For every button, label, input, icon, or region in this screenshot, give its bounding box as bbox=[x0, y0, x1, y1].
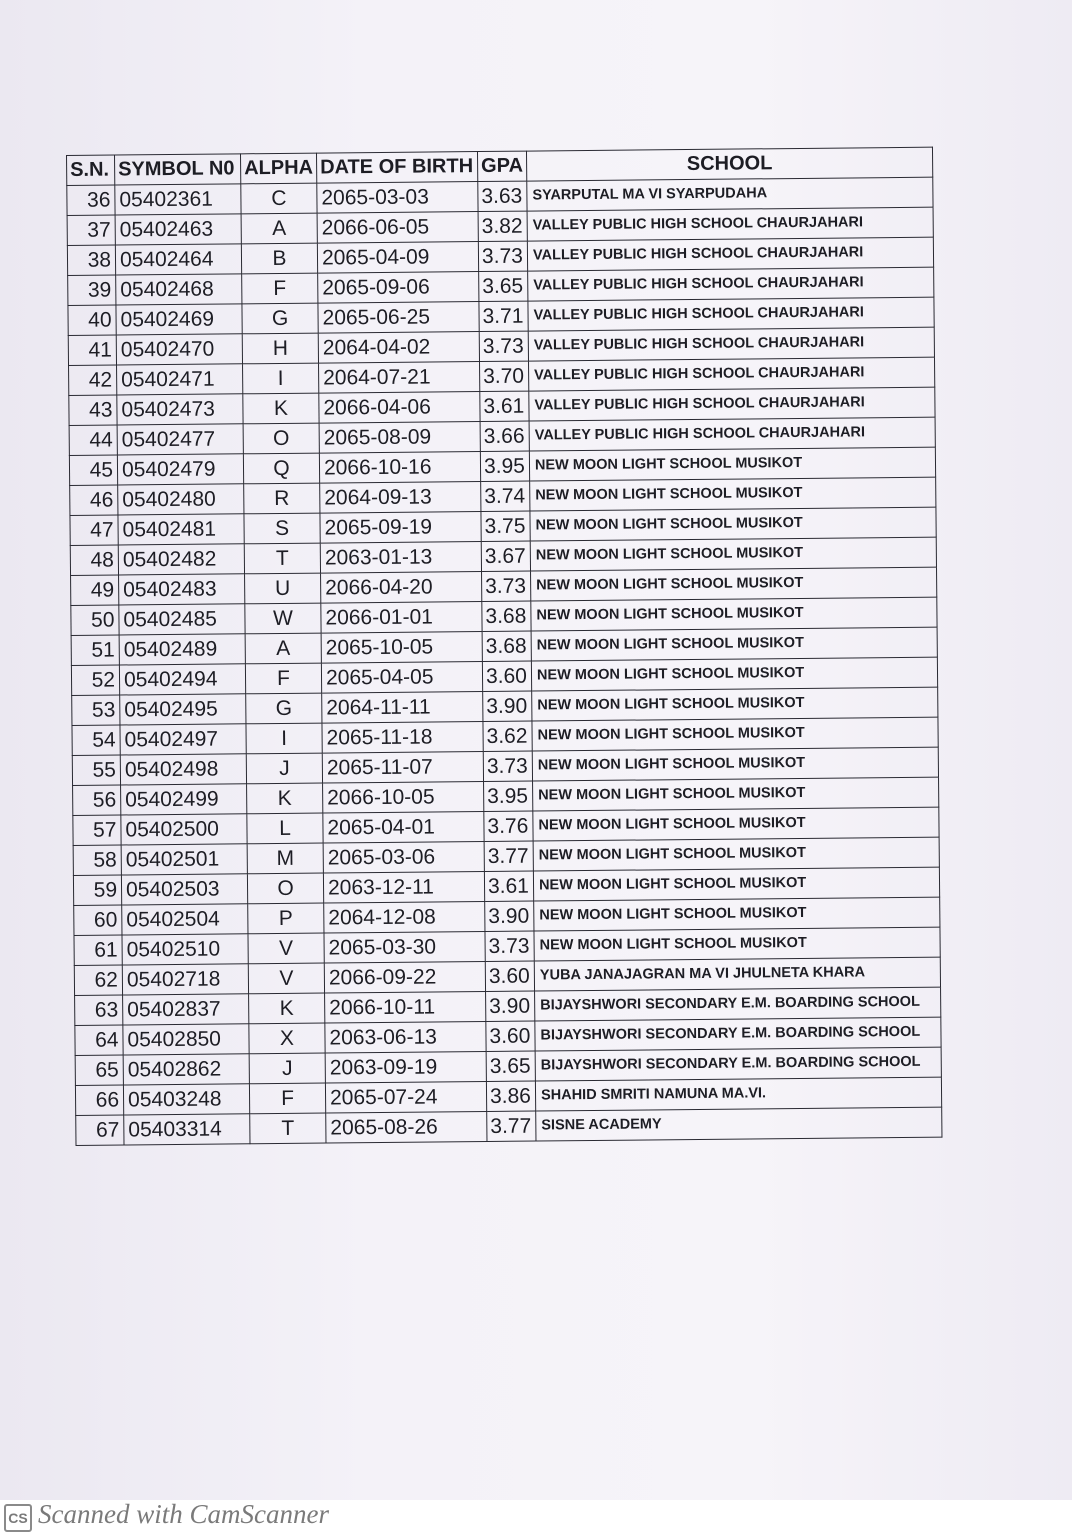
cell-gpa: 3.61 bbox=[480, 391, 529, 421]
cell-date-of-birth: 2064-12-08 bbox=[324, 902, 485, 934]
cell-symbol-no: 05402494 bbox=[119, 664, 245, 695]
cell-alpha: F bbox=[249, 1083, 325, 1114]
cell-sn: 63 bbox=[75, 995, 123, 1025]
cell-symbol-no: 05402463 bbox=[115, 214, 241, 245]
cell-date-of-birth: 2066-04-20 bbox=[321, 572, 482, 604]
cell-alpha: K bbox=[247, 783, 323, 814]
cell-school: VALLEY PUBLIC HIGH SCHOOL CHAURJAHARI bbox=[527, 207, 933, 241]
header-sn: S.N. bbox=[67, 155, 115, 185]
cell-symbol-no: 05402477 bbox=[117, 424, 243, 455]
cell-symbol-no: 05402499 bbox=[121, 784, 247, 815]
cell-sn: 61 bbox=[74, 935, 122, 965]
cell-date-of-birth: 2065-03-06 bbox=[323, 842, 484, 874]
cell-gpa: 3.63 bbox=[478, 181, 527, 211]
header-gpa: GPA bbox=[477, 151, 526, 181]
cell-alpha: F bbox=[245, 663, 321, 694]
cell-alpha: B bbox=[241, 243, 317, 274]
cell-symbol-no: 05402473 bbox=[117, 394, 243, 425]
cell-school: VALLEY PUBLIC HIGH SCHOOL CHAURJAHARI bbox=[529, 417, 935, 451]
cell-symbol-no: 05402469 bbox=[116, 304, 242, 335]
cell-symbol-no: 05402501 bbox=[121, 844, 247, 875]
cell-alpha: O bbox=[247, 873, 323, 904]
cell-gpa: 3.77 bbox=[487, 1111, 536, 1141]
cell-symbol-no: 05402495 bbox=[120, 694, 246, 725]
cell-date-of-birth: 2065-03-30 bbox=[324, 932, 485, 964]
cell-date-of-birth: 2066-10-16 bbox=[319, 452, 480, 484]
cell-school: VALLEY PUBLIC HIGH SCHOOL CHAURJAHARI bbox=[528, 297, 934, 331]
cell-sn: 44 bbox=[69, 425, 117, 455]
cell-sn: 55 bbox=[72, 755, 120, 785]
cell-gpa: 3.77 bbox=[484, 841, 533, 871]
cell-date-of-birth: 2065-04-05 bbox=[321, 662, 482, 694]
cell-alpha: J bbox=[249, 1053, 325, 1084]
cell-gpa: 3.73 bbox=[479, 331, 528, 361]
cell-sn: 50 bbox=[71, 605, 119, 635]
cell-school: NEW MOON LIGHT SCHOOL MUSIKOT bbox=[531, 597, 937, 631]
cell-sn: 62 bbox=[74, 965, 122, 995]
header-symbol-no: SYMBOL N0 bbox=[115, 154, 241, 185]
cell-gpa: 3.73 bbox=[478, 241, 527, 271]
cell-symbol-no: 05402479 bbox=[117, 454, 243, 485]
cell-alpha: U bbox=[245, 573, 321, 604]
cell-gpa: 3.65 bbox=[479, 271, 528, 301]
cell-date-of-birth: 2066-04-06 bbox=[319, 392, 480, 424]
cell-sn: 42 bbox=[69, 365, 117, 395]
cell-gpa: 3.90 bbox=[485, 901, 534, 931]
cell-date-of-birth: 2066-06-05 bbox=[317, 212, 478, 244]
header-alpha: ALPHA bbox=[240, 153, 316, 184]
cell-alpha: H bbox=[242, 333, 318, 364]
cell-gpa: 3.68 bbox=[482, 631, 531, 661]
cell-date-of-birth: 2063-06-13 bbox=[325, 1022, 486, 1054]
cell-alpha: G bbox=[242, 303, 318, 334]
cell-sn: 60 bbox=[74, 905, 122, 935]
cell-symbol-no: 05402850 bbox=[123, 1024, 249, 1055]
cell-gpa: 3.60 bbox=[486, 1021, 535, 1051]
cell-gpa: 3.60 bbox=[482, 661, 531, 691]
cell-school: NEW MOON LIGHT SCHOOL MUSIKOT bbox=[533, 837, 939, 871]
cell-date-of-birth: 2065-10-05 bbox=[321, 632, 482, 664]
cell-sn: 47 bbox=[70, 515, 118, 545]
cell-sn: 46 bbox=[70, 485, 118, 515]
results-sheet bbox=[66, 147, 942, 1146]
cell-school: BIJAYSHWORI SECONDARY E.M. BOARDING SCHOOL bbox=[535, 1047, 941, 1081]
cell-symbol-no: 05402471 bbox=[117, 364, 243, 395]
cell-alpha: C bbox=[241, 183, 317, 214]
cell-sn: 54 bbox=[72, 725, 120, 755]
cell-alpha: K bbox=[249, 993, 325, 1024]
cell-symbol-no: 05402497 bbox=[120, 724, 246, 755]
cell-date-of-birth: 2065-11-18 bbox=[322, 722, 483, 754]
cell-alpha: S bbox=[244, 513, 320, 544]
cell-sn: 53 bbox=[72, 695, 120, 725]
cell-date-of-birth: 2066-10-11 bbox=[325, 992, 486, 1024]
cell-gpa: 3.74 bbox=[481, 481, 530, 511]
cell-alpha: F bbox=[242, 273, 318, 304]
cell-sn: 38 bbox=[67, 245, 115, 275]
cell-sn: 66 bbox=[75, 1085, 123, 1115]
cell-gpa: 3.71 bbox=[479, 301, 528, 331]
cell-sn: 67 bbox=[76, 1115, 124, 1145]
cell-alpha: Q bbox=[243, 453, 319, 484]
cell-alpha: A bbox=[241, 213, 317, 244]
cell-school: NEW MOON LIGHT SCHOOL MUSIKOT bbox=[530, 477, 936, 511]
cell-date-of-birth: 2063-01-13 bbox=[320, 542, 481, 574]
cell-school: NEW MOON LIGHT SCHOOL MUSIKOT bbox=[532, 687, 938, 721]
cell-school: VALLEY PUBLIC HIGH SCHOOL CHAURJAHARI bbox=[529, 387, 935, 421]
cell-symbol-no: 05403248 bbox=[123, 1084, 249, 1115]
cell-symbol-no: 05402498 bbox=[120, 754, 246, 785]
cell-sn: 64 bbox=[75, 1025, 123, 1055]
cell-symbol-no: 05402464 bbox=[115, 244, 241, 275]
cell-school: VALLEY PUBLIC HIGH SCHOOL CHAURJAHARI bbox=[527, 237, 933, 271]
cell-date-of-birth: 2064-09-13 bbox=[320, 482, 481, 514]
cell-school: SISNE ACADEMY bbox=[536, 1107, 942, 1141]
cell-alpha: X bbox=[249, 1023, 325, 1054]
cell-sn: 59 bbox=[73, 875, 121, 905]
cell-gpa: 3.75 bbox=[481, 511, 530, 541]
cell-sn: 65 bbox=[75, 1055, 123, 1085]
camscanner-watermark: Scanned with CamScanner bbox=[38, 1499, 329, 1529]
results-table bbox=[66, 147, 942, 1146]
cell-symbol-no: 05402837 bbox=[123, 994, 249, 1025]
cell-school: BIJAYSHWORI SECONDARY E.M. BOARDING SCHOOL bbox=[535, 1017, 941, 1051]
cell-symbol-no: 05402480 bbox=[118, 484, 244, 515]
cell-gpa: 3.90 bbox=[486, 991, 535, 1021]
cell-alpha: L bbox=[247, 813, 323, 844]
cell-symbol-no: 05402468 bbox=[116, 274, 242, 305]
cell-symbol-no: 05402483 bbox=[119, 574, 245, 605]
cell-school: NEW MOON LIGHT SCHOOL MUSIKOT bbox=[531, 567, 937, 601]
cell-gpa: 3.86 bbox=[486, 1081, 535, 1111]
cell-date-of-birth: 2065-07-24 bbox=[325, 1082, 486, 1114]
cell-school: NEW MOON LIGHT SCHOOL MUSIKOT bbox=[534, 897, 940, 931]
cell-sn: 58 bbox=[73, 845, 121, 875]
cell-symbol-no: 05402470 bbox=[116, 334, 242, 365]
cell-symbol-no: 05402482 bbox=[118, 544, 244, 575]
cell-sn: 36 bbox=[67, 185, 115, 215]
cell-sn: 45 bbox=[69, 455, 117, 485]
cell-date-of-birth: 2065-06-25 bbox=[318, 302, 479, 334]
cell-gpa: 3.73 bbox=[482, 571, 531, 601]
cell-gpa: 3.76 bbox=[484, 811, 533, 841]
cell-sn: 49 bbox=[71, 575, 119, 605]
cell-gpa: 3.65 bbox=[486, 1051, 535, 1081]
cell-sn: 41 bbox=[68, 335, 116, 365]
cell-alpha: M bbox=[247, 843, 323, 874]
cell-gpa: 3.66 bbox=[480, 421, 529, 451]
cell-school: NEW MOON LIGHT SCHOOL MUSIKOT bbox=[531, 627, 937, 661]
cell-symbol-no: 05402485 bbox=[119, 604, 245, 635]
cell-school: NEW MOON LIGHT SCHOOL MUSIKOT bbox=[532, 747, 938, 781]
cell-alpha: W bbox=[245, 603, 321, 634]
cell-date-of-birth: 2066-10-05 bbox=[323, 782, 484, 814]
cell-school: BIJAYSHWORI SECONDARY E.M. BOARDING SCHOOL bbox=[535, 987, 941, 1021]
cell-date-of-birth: 2066-01-01 bbox=[321, 602, 482, 634]
cell-symbol-no: 05402510 bbox=[122, 934, 248, 965]
cell-sn: 39 bbox=[68, 275, 116, 305]
cell-alpha: A bbox=[245, 633, 321, 664]
cell-alpha: V bbox=[248, 963, 324, 994]
cell-alpha: O bbox=[243, 423, 319, 454]
cell-gpa: 3.62 bbox=[483, 721, 532, 751]
cell-sn: 51 bbox=[71, 635, 119, 665]
cell-school: SYARPUTAL MA VI SYARPUDAHA bbox=[527, 177, 933, 211]
cell-sn: 57 bbox=[73, 815, 121, 845]
cell-sn: 43 bbox=[69, 395, 117, 425]
header-date-of-birth: DATE OF BIRTH bbox=[316, 152, 477, 184]
cell-alpha: I bbox=[246, 723, 322, 754]
cell-gpa: 3.61 bbox=[484, 871, 533, 901]
cell-sn: 40 bbox=[68, 305, 116, 335]
cell-symbol-no: 05402503 bbox=[121, 874, 247, 905]
cell-school: VALLEY PUBLIC HIGH SCHOOL CHAURJAHARI bbox=[528, 357, 934, 391]
cell-date-of-birth: 2065-08-09 bbox=[319, 422, 480, 454]
cell-alpha: I bbox=[243, 363, 319, 394]
cell-date-of-birth: 2065-04-09 bbox=[317, 242, 478, 274]
cell-date-of-birth: 2065-09-06 bbox=[318, 272, 479, 304]
cell-date-of-birth: 2065-04-01 bbox=[323, 812, 484, 844]
cell-sn: 56 bbox=[73, 785, 121, 815]
camscanner-logo-icon: CS bbox=[4, 1504, 32, 1532]
cell-sn: 37 bbox=[67, 215, 115, 245]
table-body bbox=[67, 177, 942, 1145]
cell-gpa: 3.67 bbox=[481, 541, 530, 571]
cell-date-of-birth: 2064-11-11 bbox=[322, 692, 483, 724]
cell-date-of-birth: 2065-11-07 bbox=[322, 752, 483, 784]
cell-sn: 48 bbox=[70, 545, 118, 575]
cell-date-of-birth: 2065-08-26 bbox=[326, 1112, 487, 1144]
cell-symbol-no: 05402489 bbox=[119, 634, 245, 665]
cell-gpa: 3.60 bbox=[485, 961, 534, 991]
cell-symbol-no: 05402500 bbox=[121, 814, 247, 845]
cell-date-of-birth: 2064-07-21 bbox=[319, 362, 480, 394]
cell-alpha: T bbox=[250, 1113, 326, 1144]
cell-gpa: 3.90 bbox=[483, 691, 532, 721]
cell-school: NEW MOON LIGHT SCHOOL MUSIKOT bbox=[530, 507, 936, 541]
cell-gpa: 3.73 bbox=[483, 751, 532, 781]
cell-gpa: 3.95 bbox=[480, 451, 529, 481]
cell-school: SHAHID SMRITI NAMUNA MA.VI. bbox=[535, 1077, 941, 1111]
cell-gpa: 3.68 bbox=[482, 601, 531, 631]
cell-symbol-no: 05402862 bbox=[123, 1054, 249, 1085]
cell-sn: 52 bbox=[71, 665, 119, 695]
cell-school: NEW MOON LIGHT SCHOOL MUSIKOT bbox=[529, 447, 935, 481]
cell-school: NEW MOON LIGHT SCHOOL MUSIKOT bbox=[532, 717, 938, 751]
cell-symbol-no: 05402361 bbox=[115, 184, 241, 215]
cell-symbol-no: 05403314 bbox=[124, 1114, 250, 1145]
cell-alpha: J bbox=[246, 753, 322, 784]
cell-date-of-birth: 2065-03-03 bbox=[317, 182, 478, 214]
cell-date-of-birth: 2064-04-02 bbox=[318, 332, 479, 364]
cell-alpha: P bbox=[248, 903, 324, 934]
cell-alpha: T bbox=[244, 543, 320, 574]
header-school: SCHOOL bbox=[526, 147, 932, 181]
cell-gpa: 3.82 bbox=[478, 211, 527, 241]
cell-gpa: 3.73 bbox=[485, 931, 534, 961]
cell-school: NEW MOON LIGHT SCHOOL MUSIKOT bbox=[530, 537, 936, 571]
cell-date-of-birth: 2063-09-19 bbox=[325, 1052, 486, 1084]
cell-symbol-no: 05402481 bbox=[118, 514, 244, 545]
cell-school: NEW MOON LIGHT SCHOOL MUSIKOT bbox=[533, 777, 939, 811]
cell-school: VALLEY PUBLIC HIGH SCHOOL CHAURJAHARI bbox=[528, 327, 934, 361]
cell-alpha: R bbox=[244, 483, 320, 514]
cell-gpa: 3.70 bbox=[480, 361, 529, 391]
cell-symbol-no: 05402504 bbox=[122, 904, 248, 935]
cell-school: NEW MOON LIGHT SCHOOL MUSIKOT bbox=[531, 657, 937, 691]
cell-school: NEW MOON LIGHT SCHOOL MUSIKOT bbox=[533, 807, 939, 841]
cell-alpha: V bbox=[248, 933, 324, 964]
cell-school: YUBA JANAJAGRAN MA VI JHULNETA KHARA bbox=[534, 957, 940, 991]
cell-alpha: K bbox=[243, 393, 319, 424]
cell-gpa: 3.95 bbox=[484, 781, 533, 811]
cell-school: NEW MOON LIGHT SCHOOL MUSIKOT bbox=[534, 927, 940, 961]
cell-school: VALLEY PUBLIC HIGH SCHOOL CHAURJAHARI bbox=[528, 267, 934, 301]
cell-date-of-birth: 2063-12-11 bbox=[323, 872, 484, 904]
cell-alpha: G bbox=[246, 693, 322, 724]
cell-symbol-no: 05402718 bbox=[122, 964, 248, 995]
cell-school: NEW MOON LIGHT SCHOOL MUSIKOT bbox=[533, 867, 939, 901]
cell-date-of-birth: 2066-09-22 bbox=[324, 962, 485, 994]
cell-date-of-birth: 2065-09-19 bbox=[320, 512, 481, 544]
